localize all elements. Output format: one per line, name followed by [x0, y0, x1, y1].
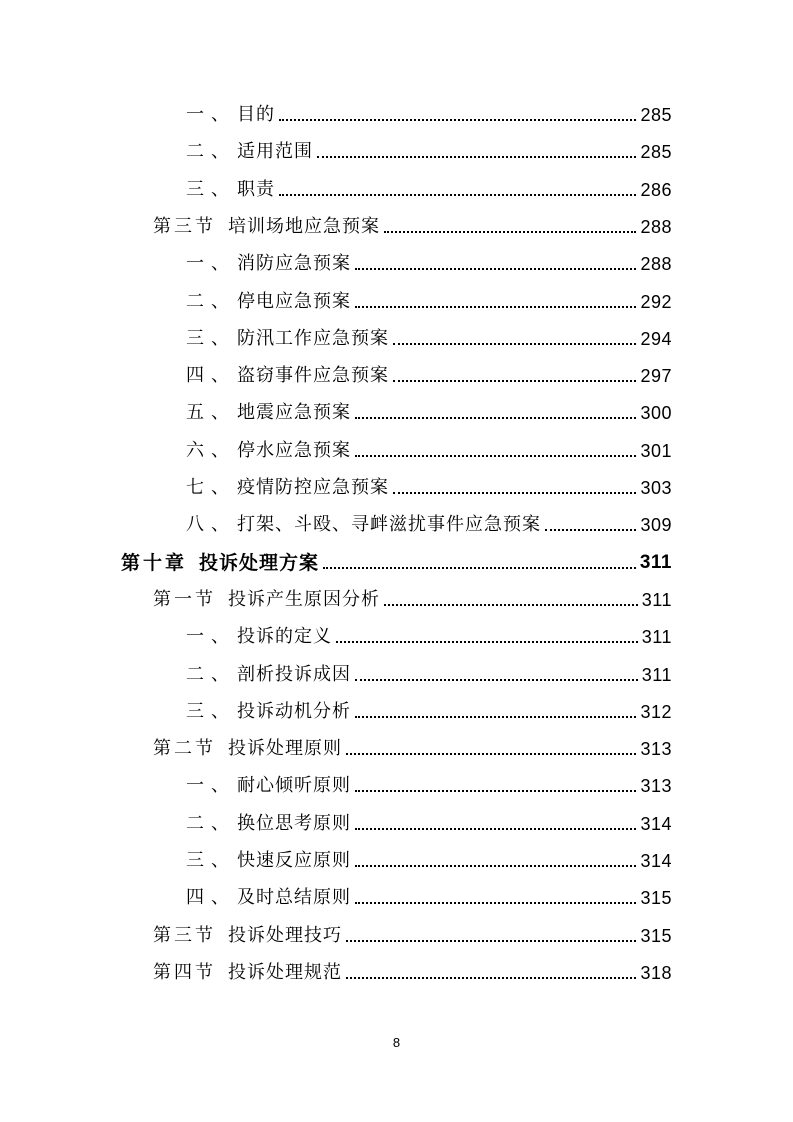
- toc-entry-page: 311: [641, 627, 672, 648]
- toc-entry[interactable]: [121, 548, 672, 574]
- toc-entry-page: 288: [640, 216, 672, 237]
- toc-entry-number: 六: [186, 439, 207, 461]
- toc-entry[interactable]: [186, 398, 672, 424]
- page-number: 8: [392, 1035, 401, 1050]
- toc-entry-page: 314: [640, 851, 672, 871]
- toc-entry-number: 第四节: [153, 961, 216, 983]
- toc-entry-page: 292: [640, 291, 672, 312]
- toc-entry-separator: 、: [211, 439, 229, 461]
- toc-leader-dots: [346, 977, 636, 979]
- toc-entry-number: 三: [186, 327, 207, 349]
- toc-entry-number: 第三节: [153, 215, 216, 237]
- toc-entry[interactable]: [186, 771, 672, 797]
- toc-entry[interactable]: [186, 697, 672, 723]
- toc-entry-title: 盗窃事件应急预案: [237, 365, 389, 387]
- toc-entry-title: 地震应急预案: [237, 402, 351, 424]
- toc-entry-number: 二: [186, 290, 207, 312]
- toc-leader-dots: [393, 343, 636, 345]
- toc-entry-number: 三: [186, 850, 207, 871]
- toc-leader-dots: [355, 417, 636, 419]
- toc-entry-number: 一: [186, 775, 207, 797]
- toc-leader-dots: [355, 790, 636, 792]
- toc-entry-title: 投诉处理规范: [228, 961, 342, 983]
- toc-entry-page: 309: [640, 515, 672, 536]
- toc-entry-separator: 、: [211, 887, 229, 909]
- toc-leader-dots: [355, 828, 636, 830]
- toc-leader-dots: [355, 268, 636, 270]
- toc-entry-page: 313: [640, 776, 672, 797]
- toc-entry-page: 294: [640, 328, 672, 349]
- toc-leader-dots: [384, 604, 638, 606]
- toc-entry-title: 防汛工作应急预案: [237, 327, 389, 349]
- toc-entry-page: 300: [640, 403, 672, 424]
- toc-leader-dots: [279, 119, 636, 121]
- toc-leader-dots: [279, 194, 636, 196]
- toc-entry-separator: 、: [211, 178, 229, 200]
- toc-entry-separator: 、: [211, 700, 229, 722]
- toc-entry-title: 停电应急预案: [237, 290, 351, 312]
- toc-entry[interactable]: [186, 510, 672, 536]
- toc-entry-separator: 、: [211, 402, 229, 424]
- toc-entry-title: 投诉的定义: [237, 626, 332, 648]
- toc-entry-number: 八: [186, 514, 207, 536]
- toc-entry-title: 快速反应原则: [237, 850, 351, 871]
- toc-entry-page: 285: [640, 142, 672, 163]
- toc-entry[interactable]: [153, 734, 672, 760]
- toc-entry-title: 及时总结原则: [237, 887, 351, 909]
- toc-entry-number: 第三节: [153, 924, 216, 946]
- toc-entry[interactable]: [186, 137, 672, 163]
- toc-entry-separator: 、: [211, 104, 229, 125]
- toc-leader-dots: [355, 679, 638, 681]
- toc-entry-page: 311: [641, 589, 672, 610]
- toc-entry[interactable]: [153, 921, 672, 947]
- toc-entry-page: 314: [640, 813, 672, 834]
- toc-entry-number: 一: [186, 626, 207, 648]
- toc-entry-title: 职责: [237, 178, 275, 200]
- toc-entry[interactable]: [186, 100, 672, 126]
- toc-entry-number: 第二节: [153, 738, 216, 760]
- toc-entry-separator: 、: [211, 626, 229, 648]
- toc-leader-dots: [355, 455, 636, 457]
- toc-entry-number: 第一节: [153, 588, 216, 610]
- toc-entry-page: 288: [640, 254, 672, 275]
- toc-entry-number: 一: [186, 253, 207, 275]
- toc-leader-dots: [355, 902, 636, 904]
- toc-entry-page: 311: [639, 551, 672, 573]
- toc-entry-page: 313: [640, 739, 672, 760]
- toc-entry-page: 315: [640, 925, 672, 946]
- toc-entry-separator: 、: [211, 850, 229, 871]
- toc-leader-dots: [393, 492, 636, 494]
- toc-entry-page: 286: [640, 179, 672, 200]
- toc-entry-separator: 、: [211, 775, 229, 797]
- toc-entry-separator: 、: [211, 141, 229, 163]
- toc-entry-title: 目的: [237, 104, 275, 125]
- toc-entry-number: 三: [186, 178, 207, 200]
- toc-entry-number: 二: [186, 663, 207, 685]
- toc-entry-separator: 、: [211, 365, 229, 387]
- toc-entry[interactable]: [186, 175, 672, 201]
- toc-entry[interactable]: [186, 249, 672, 275]
- toc-entry[interactable]: [186, 660, 672, 686]
- toc-leader-dots: [393, 380, 636, 382]
- toc-leader-dots: [355, 306, 636, 308]
- toc-leader-dots: [336, 641, 638, 643]
- toc-entry-separator: 、: [211, 290, 229, 312]
- toc-entry-title: 适用范围: [237, 141, 313, 163]
- toc-entry-page: 285: [640, 105, 672, 125]
- toc-entry-number: 第十章: [121, 551, 188, 574]
- toc-leader-dots: [355, 865, 636, 867]
- toc-leader-dots: [323, 567, 636, 569]
- toc-entry[interactable]: [186, 287, 672, 313]
- toc-leader-dots: [346, 940, 636, 942]
- toc-leader-dots: [317, 156, 636, 158]
- toc-leader-dots: [545, 529, 636, 531]
- toc-entry-number: 三: [186, 700, 207, 722]
- toc-entry-page: 315: [640, 888, 672, 909]
- toc-leader-dots: [355, 716, 636, 718]
- toc-entry-separator: 、: [211, 812, 229, 834]
- toc-entry-title: 投诉处理原则: [228, 738, 342, 760]
- toc-entry-title: 投诉处理技巧: [228, 924, 342, 946]
- toc-leader-dots: [346, 753, 636, 755]
- toc-entry-number: 四: [186, 365, 207, 387]
- toc-entry-separator: 、: [211, 327, 229, 349]
- toc-entry-separator: 、: [211, 253, 229, 275]
- toc-entry-page: 311: [641, 664, 672, 685]
- toc-entry[interactable]: [186, 622, 672, 648]
- toc-entry-title: 剖析投诉成因: [237, 663, 351, 685]
- toc-entry[interactable]: [186, 846, 672, 872]
- toc-entry-title: 投诉动机分析: [237, 700, 351, 722]
- toc-entry-number: 五: [186, 402, 207, 424]
- toc-entry-separator: 、: [211, 514, 229, 536]
- toc-entry[interactable]: [153, 958, 672, 984]
- toc-entry-page: 301: [640, 440, 672, 461]
- toc-entry[interactable]: [153, 212, 672, 238]
- toc-entry-number: 四: [186, 887, 207, 909]
- toc-entry-title: 消防应急预案: [237, 253, 351, 275]
- toc-entry-title: 耐心倾听原则: [237, 775, 351, 797]
- toc-leader-dots: [384, 231, 636, 233]
- toc-entry[interactable]: [153, 585, 672, 611]
- toc-entry-page: 318: [640, 962, 672, 983]
- toc-entry-number: 二: [186, 812, 207, 834]
- toc-entry[interactable]: [186, 809, 672, 835]
- toc-entry-number: 二: [186, 141, 207, 163]
- toc-entry[interactable]: [186, 361, 672, 387]
- toc-entry-separator: 、: [211, 663, 229, 685]
- toc-entry-number: 一: [186, 104, 207, 125]
- toc-entry-title: 投诉产生原因分析: [228, 588, 380, 610]
- toc-entry-page: 312: [640, 701, 672, 722]
- toc-entry-title: 培训场地应急预案: [228, 215, 380, 237]
- toc-entry-title: 疫情防控应急预案: [237, 477, 389, 498]
- toc-entry-title: 停水应急预案: [237, 439, 351, 461]
- toc-entry[interactable]: [186, 436, 672, 462]
- toc-entry-title: 换位思考原则: [237, 812, 351, 834]
- toc-entry[interactable]: [186, 883, 672, 909]
- toc-entry-number: 七: [186, 477, 207, 498]
- toc-entry-separator: 、: [211, 477, 229, 498]
- toc-entry-page: 297: [640, 366, 672, 387]
- toc-entry[interactable]: [186, 324, 672, 350]
- toc-entry[interactable]: [186, 473, 672, 499]
- toc-entry-title: 投诉处理方案: [199, 551, 320, 574]
- toc-entry-page: 303: [640, 478, 672, 498]
- toc-entry-title: 打架、斗殴、寻衅滋扰事件应急预案: [237, 514, 541, 536]
